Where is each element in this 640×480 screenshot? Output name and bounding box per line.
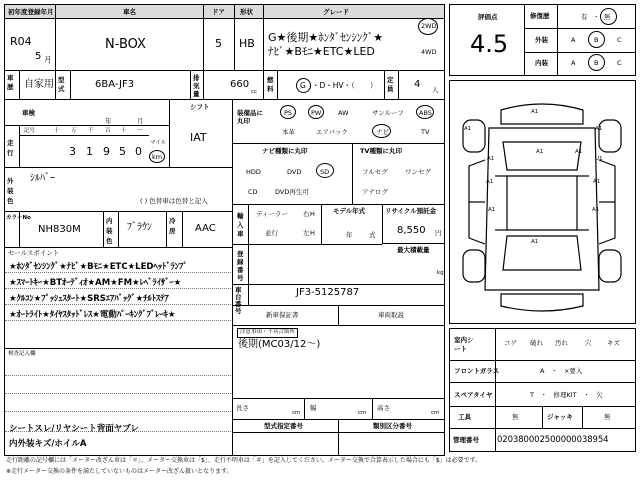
tv-analog: アナログ bbox=[362, 188, 388, 196]
shift-label: シフト bbox=[190, 103, 210, 111]
ext-grade-c: C bbox=[617, 36, 622, 44]
nav-type-label: ナビ種類に丸印 bbox=[262, 147, 308, 155]
mileage-digit-4: 0 bbox=[135, 145, 142, 158]
reg-month-unit: 月 bbox=[44, 55, 52, 64]
mgmt-label: 管理番号 bbox=[453, 436, 479, 444]
recycle-label: リサイクル預託金 bbox=[385, 207, 437, 215]
feature-airbag: エアバック bbox=[316, 128, 348, 136]
mileage-digit-1: 1 bbox=[86, 145, 93, 158]
nav-hdd: HDD bbox=[246, 168, 261, 176]
drive-4wd: 4WD bbox=[421, 48, 437, 56]
door-count: 5 bbox=[215, 37, 222, 50]
seat-item-4: キズ bbox=[607, 339, 620, 347]
interior-label: 内装色 bbox=[106, 217, 113, 245]
recycle-value: 8,550 bbox=[397, 225, 426, 236]
nav-dvd-play: DVD再生可 bbox=[275, 188, 309, 196]
import-parallel: 並行 bbox=[265, 229, 278, 237]
car-damage-diagram bbox=[449, 80, 636, 324]
reg-num-label: 登録番号 bbox=[237, 250, 244, 282]
grade-line-1: G★後期★ﾎﾝﾀﾞｾﾝｼﾝｸﾞ★ bbox=[268, 31, 384, 44]
sales-point-3: ★ｵｰﾄﾗｲﾄ★ﾀｲﾔｽﾀｯﾄﾞﾚｽ★電動ﾊﾟｰｷﾝｸﾞﾌﾞﾚｰｷ★ bbox=[9, 310, 176, 320]
feature-aw: AW bbox=[338, 109, 349, 117]
grade-line-2: ﾅﾋﾞ★Bﾓﾆ★ETC★LED bbox=[268, 45, 375, 58]
damage-label-6: A1 bbox=[486, 179, 494, 185]
int-grade-b: B bbox=[594, 59, 599, 67]
fuel-label: 燃料 bbox=[267, 76, 274, 93]
mgmt-number: 020380002500000038954 bbox=[497, 435, 609, 445]
sales-point-0: ★ﾎﾝﾀﾞｾﾝｼﾝｸﾞ★ﾅﾋﾞ★Bﾓﾆ★ETC★LEDﾍｯﾄﾞﾗﾝﾌﾟ bbox=[9, 262, 188, 272]
repair-no: 無 bbox=[604, 13, 611, 21]
spare-items: T ・ 修理KIT ・ 欠 bbox=[530, 391, 603, 399]
vehicle-manual: 車両取説 bbox=[378, 311, 404, 319]
damage-label-8: A1 bbox=[593, 179, 601, 185]
chassis-label: 車台番号 bbox=[235, 286, 242, 315]
tools-label: 工具 bbox=[458, 413, 471, 421]
inspector-line-0: シートスレ/リヤシート背面ヤブレ bbox=[9, 424, 139, 434]
mileage-digit-label-4: 十 bbox=[121, 128, 127, 134]
glass-label: フロントガラス bbox=[454, 367, 500, 375]
mileage-digit-label-5: 一 bbox=[137, 128, 143, 134]
feature-ps: PS bbox=[284, 109, 293, 117]
damage-label-5: A1 bbox=[575, 149, 583, 155]
repair-label: 修復歴 bbox=[530, 12, 550, 20]
width-label: 幅 bbox=[310, 404, 317, 412]
mileage-digit-label-2: 千 bbox=[88, 128, 94, 134]
aircon-value: AAC bbox=[195, 223, 216, 234]
color-value: ｼﾙﾊﾞｰ bbox=[30, 173, 55, 184]
usage-value: 自家用 bbox=[24, 79, 54, 90]
int-grade-a: A bbox=[571, 59, 576, 67]
fuel-rest: ・D・HV・（ ） bbox=[312, 81, 378, 90]
eval-score: 4.5 bbox=[470, 30, 509, 58]
model-label: 型式 bbox=[58, 76, 65, 93]
cap-unit: 人 bbox=[432, 86, 439, 94]
cc-unit: cc bbox=[251, 89, 258, 95]
name-header: 車名 bbox=[123, 8, 136, 16]
model-year-month: 式 bbox=[369, 231, 376, 239]
nav-dvd: DVD bbox=[287, 168, 302, 176]
jack-value: 無 bbox=[604, 413, 611, 421]
damage-label-2: A1 bbox=[595, 126, 603, 132]
int-grade-c: C bbox=[617, 59, 622, 67]
run-label: 走行 bbox=[7, 139, 14, 157]
recycle-yen: 円 bbox=[435, 229, 442, 237]
damage-label-11: A1 bbox=[531, 239, 539, 245]
footer-note-1: 走行距離の記号欄には「メーター改ざん車は「＊」、メーター交換車は「$」、走行不明車は「＃」を記入してください。メーター交換で合算表示した場合にも「$」は必要です。 bbox=[6, 457, 482, 464]
max-load-kg: kg bbox=[437, 270, 444, 276]
damage-label-7: U1 bbox=[595, 156, 603, 162]
colorcode-label: カラーNo bbox=[6, 215, 31, 221]
glass-items: A ・ ×要入 bbox=[540, 367, 583, 375]
repair-sep: ・ bbox=[593, 13, 600, 21]
reg-date-header: 初年度登録年月 bbox=[8, 8, 54, 16]
model-year-label: モデル年式 bbox=[333, 207, 366, 215]
mileage-digit-3: 5 bbox=[119, 145, 126, 158]
damage-label-10: A1 bbox=[592, 207, 600, 213]
height-cm: cm bbox=[431, 410, 440, 416]
usage-label: 車歴 bbox=[7, 74, 14, 91]
spare-label: スペアタイヤ bbox=[454, 391, 493, 399]
feature-abs: ABS bbox=[419, 109, 432, 117]
notes-label: 注意事項・不具合箇所 bbox=[237, 328, 298, 338]
damage-label-1: A1 bbox=[464, 126, 472, 132]
disp-value: 660 bbox=[230, 79, 250, 90]
max-load-label: 最大積載量 bbox=[397, 246, 430, 254]
ext-grade-a: A bbox=[571, 36, 576, 44]
sales-point-2: ★ｸﾙｺﾝ★ﾌﾟｯｼｭｽﾀｰﾄ★SRSｴｱﾊﾞｯｸﾞ★ﾁﾙﾄｽﾃｱ bbox=[9, 294, 169, 304]
import-left: 左 bbox=[303, 229, 310, 237]
notes-text: 後期(MC03/12～) bbox=[238, 339, 321, 350]
mileage-code-label: 記号 bbox=[24, 128, 36, 134]
damage-label-9: A1 bbox=[488, 207, 496, 213]
disp-label: 排気量 bbox=[193, 74, 200, 98]
color-label: 外装色 bbox=[7, 177, 14, 205]
mile-unit: マイル bbox=[150, 140, 167, 146]
drive-2wd: 2WD bbox=[421, 22, 437, 30]
car-name: N-BOX bbox=[105, 37, 146, 52]
ext-label: 外装 bbox=[535, 36, 548, 44]
features-label: 装備品に丸印 bbox=[237, 109, 263, 125]
height-label: 高さ bbox=[377, 404, 390, 412]
import-right: 右 bbox=[303, 210, 310, 218]
seat-item-3: 穴 bbox=[585, 339, 592, 347]
tv-type-label: TV種類に丸印 bbox=[360, 147, 402, 155]
mileage-digit-2: 9 bbox=[103, 145, 110, 158]
tv-oneseg: ワンセグ bbox=[405, 168, 431, 176]
chassis-value: JF3-5125787 bbox=[296, 287, 360, 298]
shape-header: 形状 bbox=[240, 8, 253, 16]
feature-pw: PW bbox=[311, 109, 322, 117]
reg-year: R04 bbox=[10, 35, 32, 48]
damage-label-0: A1 bbox=[531, 109, 539, 115]
import-left-h: H bbox=[310, 229, 315, 237]
body-shape: HB bbox=[239, 37, 255, 50]
new-warranty: 新車保証書 bbox=[266, 311, 299, 319]
import-label: 輸入車 bbox=[237, 212, 244, 238]
model-year-unit: 年 bbox=[346, 231, 353, 239]
nav-sd: SD bbox=[320, 168, 330, 176]
fuel-g: G bbox=[300, 81, 306, 90]
class-number-label: 類別区分番号 bbox=[373, 422, 412, 430]
aircon-label: 冷房 bbox=[169, 217, 176, 235]
repair-yes: 有 bbox=[581, 13, 588, 21]
seat-item-1: 破れ bbox=[530, 339, 543, 347]
type-number-label: 型式指定番号 bbox=[264, 422, 303, 430]
model-value: 6BA-JF3 bbox=[95, 79, 135, 90]
km-unit: km bbox=[152, 153, 163, 161]
damage-label-4: A1 bbox=[536, 149, 544, 155]
tv-fullseg: フルセグ bbox=[362, 168, 388, 176]
door-header: ドア bbox=[212, 8, 225, 16]
interior-value: ﾌﾞﾗｳﾝ bbox=[127, 222, 152, 233]
color-note: ( ) 色替車は色替と記入 bbox=[140, 197, 208, 205]
nav-cd: CD bbox=[248, 188, 258, 196]
seat-item-2: 汚れ bbox=[555, 339, 568, 347]
shift-value: IAT bbox=[190, 131, 207, 144]
inspection-year-unit: 年 bbox=[105, 117, 112, 125]
int-label: 内装 bbox=[535, 59, 548, 67]
mileage-digit-0: 3 bbox=[69, 145, 76, 158]
cap-value: 4 bbox=[414, 79, 421, 90]
length-label: 長さ bbox=[236, 404, 249, 412]
ext-grade-b: B bbox=[594, 36, 599, 44]
feature-navi: ナビ bbox=[376, 128, 389, 136]
mileage-digit-label-1: 万 bbox=[71, 128, 77, 134]
sales-points-label: セールスポイント bbox=[8, 249, 60, 257]
damage-label-3: A1 bbox=[487, 156, 495, 162]
jack-label: ジャッキ bbox=[547, 413, 573, 421]
feature-tv: TV bbox=[421, 128, 430, 136]
import-right-h: H bbox=[310, 210, 315, 218]
colorcode-value: NH830M bbox=[38, 224, 81, 235]
inspector-label: 検査記入欄 bbox=[8, 351, 36, 357]
seat-label: 室内シート bbox=[454, 336, 474, 353]
cap-label: 定員 bbox=[387, 76, 394, 93]
tools-value: 無 bbox=[512, 413, 519, 421]
import-dealer: ディーラー bbox=[256, 210, 288, 218]
feature-leather: 本革 bbox=[282, 128, 295, 136]
width-cm: cm bbox=[358, 410, 367, 416]
grade-header: グレード bbox=[323, 8, 349, 16]
seat-item-0: コゲ bbox=[504, 339, 517, 347]
footer-note-2: ※走行メーター交換の条件を満たしていないものはメーター改ざん扱いとなります。 bbox=[6, 468, 233, 475]
length-cm: cm bbox=[292, 410, 301, 416]
mileage-digit-label-3: 百 bbox=[105, 128, 111, 134]
sales-point-1: ★ｽﾏｰﾄｷｰ★BTｵｰﾃﾞｨｵ★AM★FM★ﾚﾍﾞﾗｲｻﾞｰ★ bbox=[9, 278, 182, 288]
mileage-digit-label-0: 十 bbox=[54, 128, 60, 134]
eval-label: 評価点 bbox=[478, 13, 498, 21]
feature-sunroof: サンルーフ bbox=[372, 109, 404, 117]
reg-month: 5 bbox=[35, 51, 42, 62]
inspection-month-unit: 月 bbox=[137, 117, 144, 125]
inspection-label: 車検 bbox=[22, 109, 35, 117]
inspector-line-1: 内外装キズ/ホイルA bbox=[9, 439, 87, 449]
